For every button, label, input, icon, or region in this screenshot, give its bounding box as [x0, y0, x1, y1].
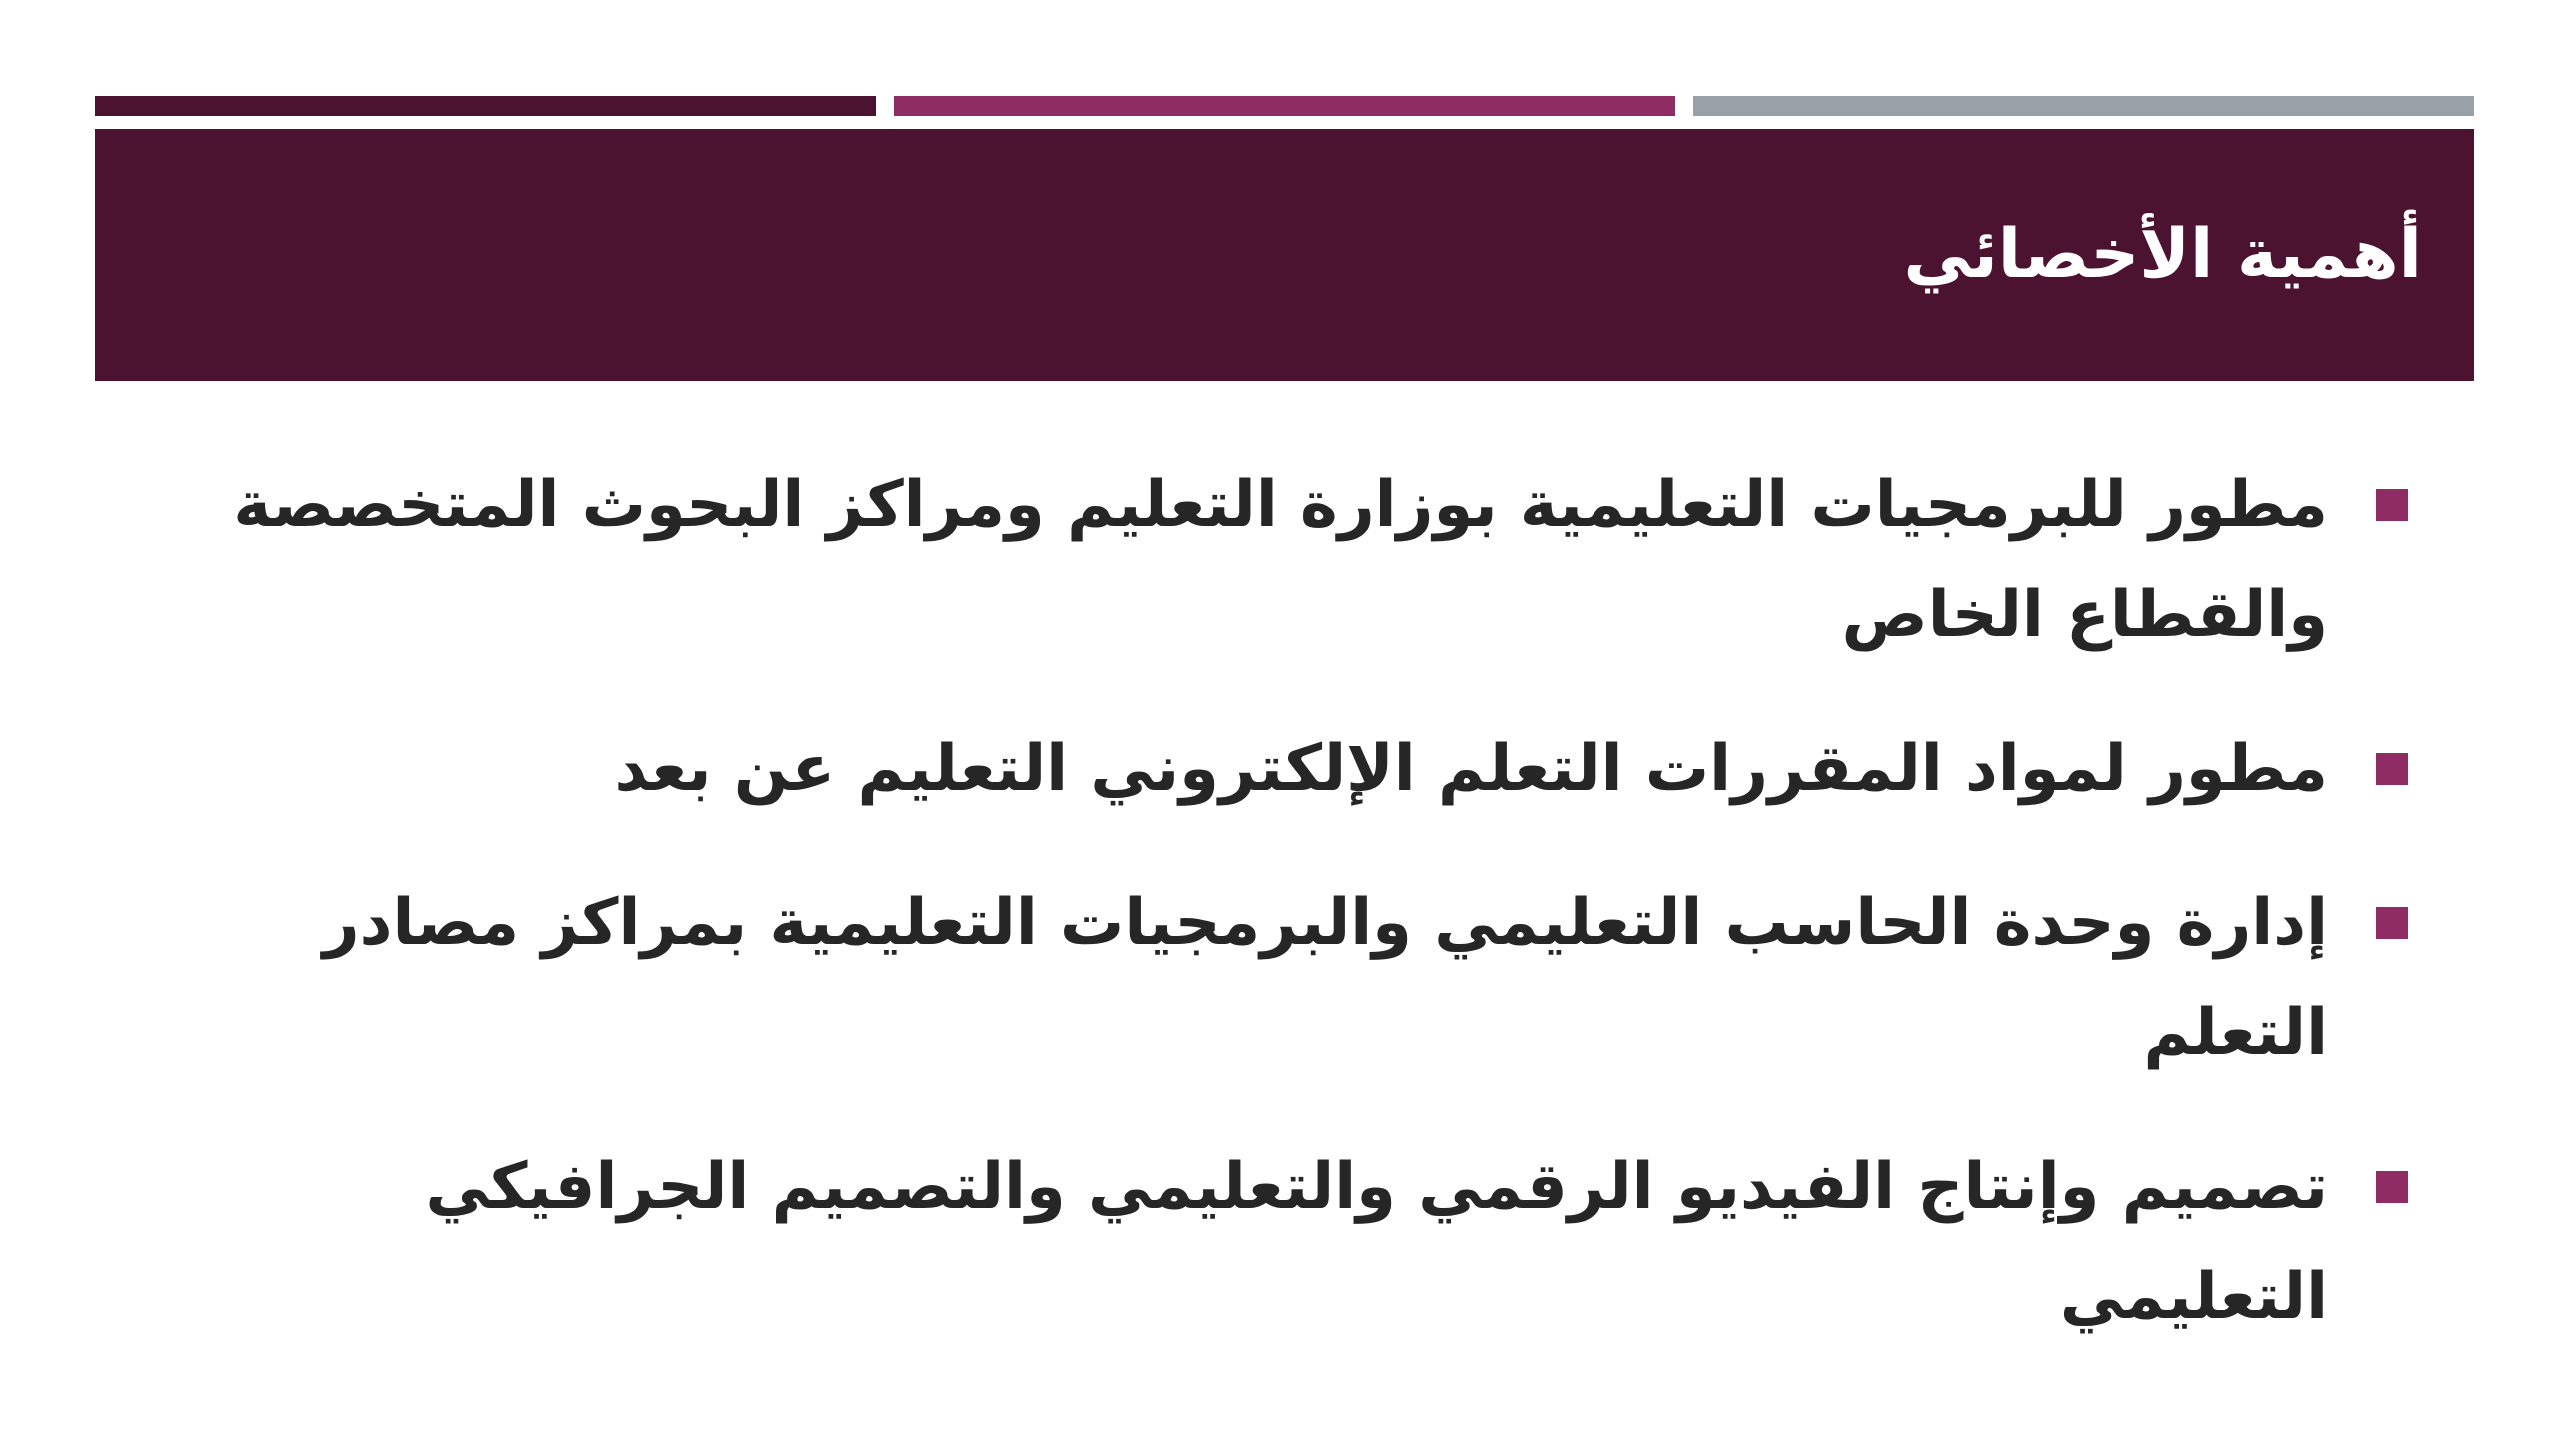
square-bullet-icon — [2376, 489, 2408, 521]
bullet-item — [138, 714, 2408, 824]
square-bullet-icon — [2376, 753, 2408, 785]
bullet-item — [138, 1132, 2408, 1352]
square-bullet-icon — [2376, 907, 2408, 939]
square-bullet-icon — [2376, 1171, 2408, 1203]
bullet-text: مطور لمواد المقررات التعلم الإلكتروني التعليم عن بعد — [614, 732, 2328, 806]
bullet-text: مطور للبرمجيات التعليمية بوزارة التعليم ومراكز البحوث المتخصصة والقطاع الخاص — [233, 468, 2328, 652]
bullet-list — [138, 450, 2408, 1396]
accent-bar-gray — [1693, 96, 2474, 116]
bullet-item — [138, 868, 2408, 1088]
bullet-text: تصميم وإنتاج الفيديو الرقمي والتعليمي والتصميم الجرافيكي التعليمي — [425, 1150, 2328, 1334]
accent-bar-magenta — [894, 96, 1675, 116]
bullet-text: إدارة وحدة الحاسب التعليمي والبرمجيات التعليمية بمراكز مصادر التعلم — [322, 886, 2328, 1070]
accent-bar-dark — [95, 96, 876, 116]
bullet-item — [138, 450, 2408, 670]
slide-title: أهمية الأخصائي — [1903, 215, 2422, 295]
title-band — [95, 129, 2474, 381]
